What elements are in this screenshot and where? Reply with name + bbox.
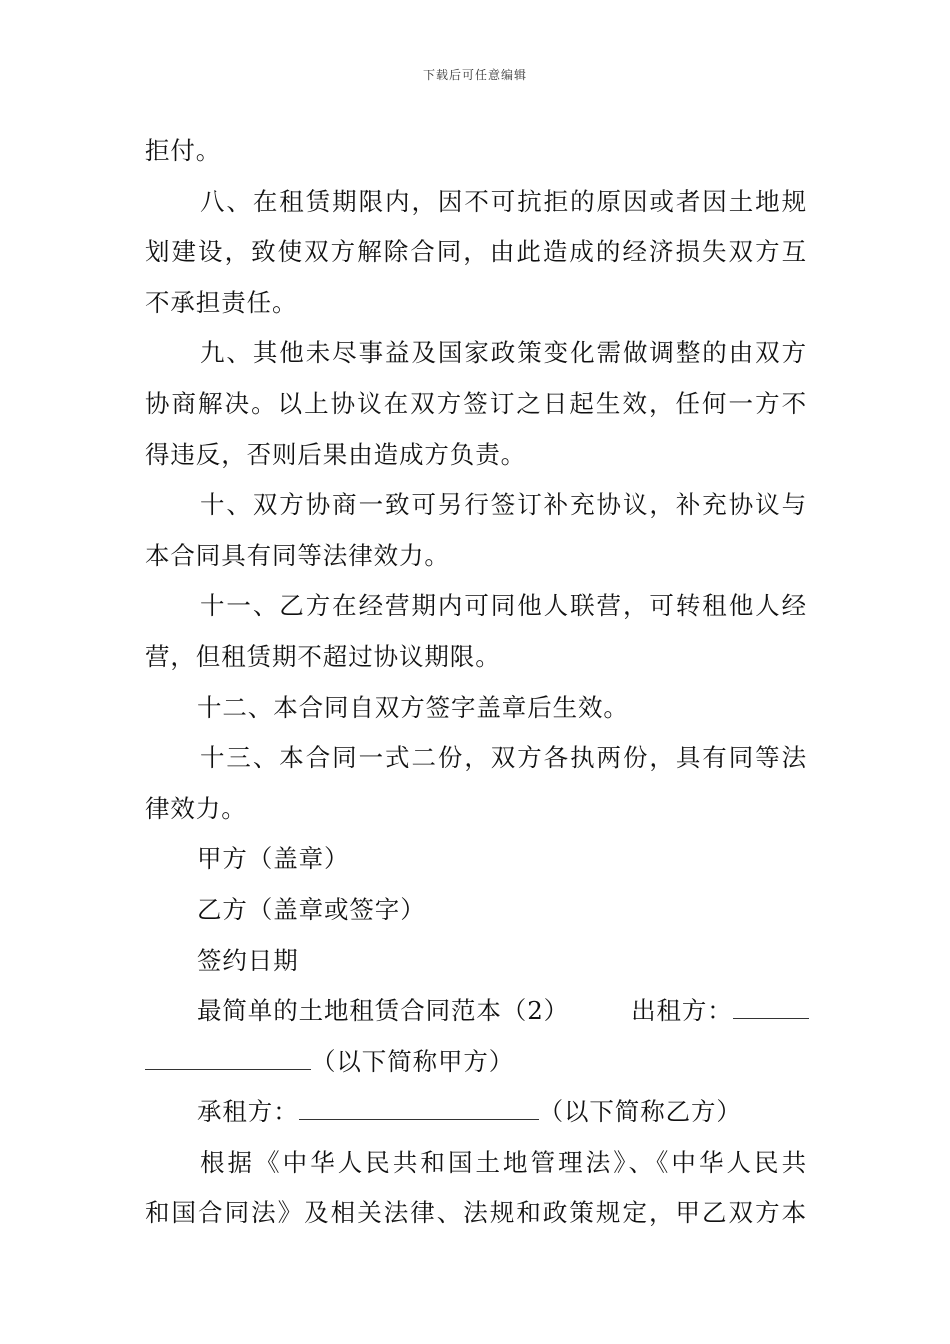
lessee-label: 承租方： <box>197 1097 299 1127</box>
section-title: 最简单的土地租赁合同范本（2） <box>197 996 570 1026</box>
text-line: 和国合同法》及相关法律、法规和政策规定，甲乙双方本 <box>145 1198 807 1228</box>
lessee-note: （以下简称乙方） <box>538 1097 742 1127</box>
lessor-blank <box>733 996 809 1019</box>
text-line: 律效力。 <box>145 793 247 823</box>
text-line: 本合同具有同等法律效力。 <box>145 540 450 570</box>
text-line: 根据《中华人民共和国土地管理法》、《中华人民共 <box>200 1147 807 1177</box>
text-line: 不承担责任。 <box>145 287 298 317</box>
text-line: 十一、乙方在经营期内可同他人联营，可转租他人经 <box>200 591 807 621</box>
text-line: 十三、本合同一式二份，双方各执两份，具有同等法 <box>200 743 807 773</box>
text-line: 营，但租赁期不超过协议期限。 <box>145 641 501 671</box>
page-header: 下载后可任意编辑 <box>422 68 527 82</box>
text-line: 十、双方协商一致可另行签订补充协议，补充协议与 <box>200 490 807 520</box>
signing-date: 签约日期 <box>197 945 299 975</box>
lessor-blank-cont <box>145 1047 311 1070</box>
text-line <box>145 1087 807 1138</box>
signature-party-b: 乙方（盖章或签字） <box>197 894 426 924</box>
text-line <box>145 986 807 1037</box>
document-body <box>145 126 807 1239</box>
text-line: 八、在租赁期限内，因不可抗拒的原因或者因土地规 <box>200 186 807 216</box>
text-line: 九、其他未尽事益及国家政策变化需做调整的由双方 <box>200 338 807 368</box>
text-line: 协商解决。以上协议在双方签订之日起生效，任何一方不 <box>145 388 807 418</box>
signature-party-a: 甲方（盖章） <box>197 844 350 874</box>
text-line: 划建设，致使双方解除合同，由此造成的经济损失双方互 <box>145 237 807 267</box>
lessor-note: （以下简称甲方） <box>311 1046 515 1076</box>
lessor-label: 出租方： <box>631 996 733 1026</box>
text-line: 十二、本合同自双方签字盖章后生效。 <box>197 692 629 722</box>
text-line: 拒付。 <box>145 136 222 165</box>
text-line: 得违反，否则后果由造成方负责。 <box>145 439 526 469</box>
text-line <box>145 1037 807 1088</box>
lessee-blank <box>299 1097 539 1120</box>
